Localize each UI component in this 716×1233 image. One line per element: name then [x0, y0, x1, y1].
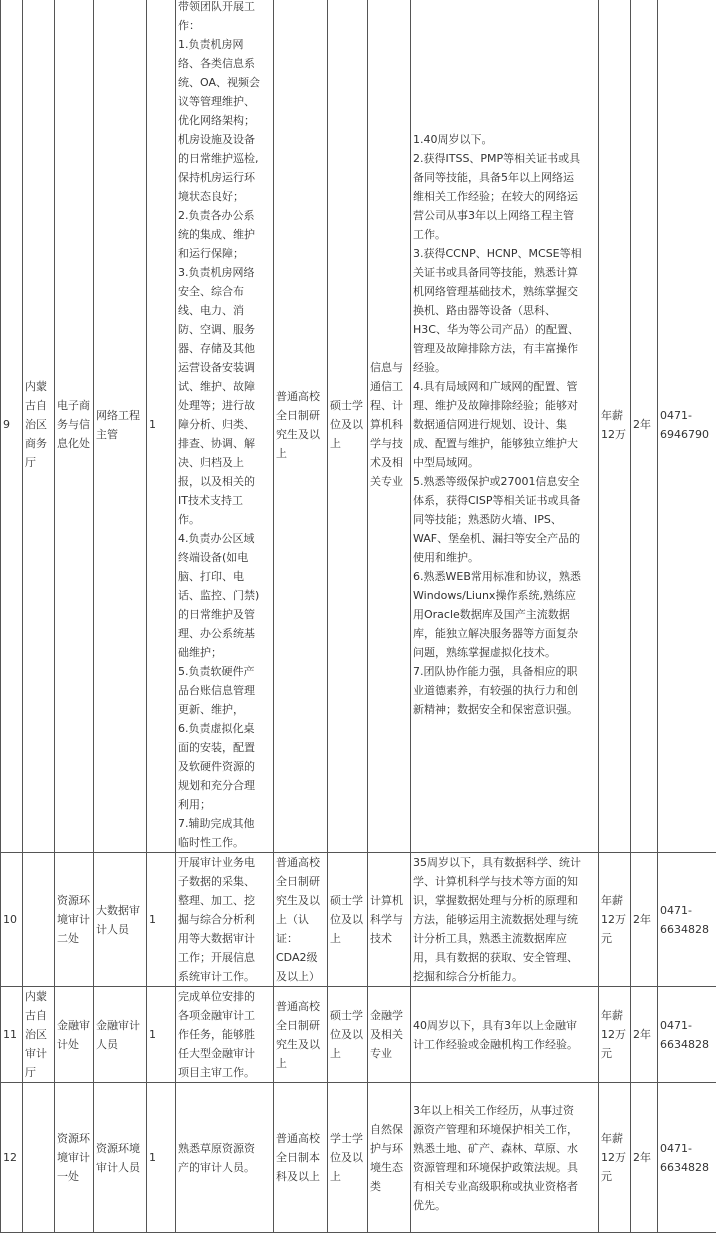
phone-cell	[658, 853, 716, 987]
degree-line: 上	[330, 1167, 365, 1186]
row-number: 9	[1, 0, 23, 853]
degree-line: 硕士学	[330, 891, 365, 910]
department-cell	[23, 1083, 55, 1233]
requirement-line: Windows/Liunx操作系统,熟练应	[413, 586, 596, 605]
requirement-line: 6.熟悉WEB常用标准和协议，熟悉	[413, 567, 596, 586]
duty-line: 机房设施及设备	[178, 130, 271, 149]
duties-cell	[176, 853, 274, 987]
duty-line: 品台账信息管理	[178, 681, 271, 700]
duty-line: 系统审计工作。	[178, 967, 271, 986]
duty-line: 3.负责机房网络	[178, 263, 271, 282]
education-cell	[274, 0, 328, 853]
duty-line: 处理等；进行故	[178, 396, 271, 415]
major-line: 科学与	[370, 910, 408, 929]
requirement-line: 工作。	[413, 225, 596, 244]
requirement-line: 资源管理和环境保护政策法规。具	[413, 1158, 596, 1177]
requirement-line: 5.熟悉等级保护或27001信息安全	[413, 472, 596, 491]
row-number: 12	[1, 1083, 23, 1233]
duty-line: 产的审计人员。	[178, 1158, 271, 1177]
requirement-line: 挖掘和综合分析能力。	[413, 967, 596, 986]
duty-line: 统的集成、维护	[178, 225, 271, 244]
requirement-line: 40周岁以下，具有3年以上金融审	[413, 1016, 596, 1035]
requirement-line: 4.具有局域网和广域网的配置、管	[413, 377, 596, 396]
salary-line: 年薪	[601, 891, 628, 910]
row-number: 11	[1, 987, 23, 1083]
department-line: 治区	[25, 415, 52, 434]
education-line: 上	[276, 444, 325, 463]
duty-line: 的日常维护巡检,	[178, 149, 271, 168]
requirement-line: 新精神；数据安全和保密意识强。	[413, 700, 596, 719]
duty-line: 用等大数据审计	[178, 929, 271, 948]
education-line: 究生及以	[276, 425, 325, 444]
major-line: 学与技	[370, 434, 408, 453]
degree-line: 硕士学	[330, 396, 365, 415]
salary-line: 12万	[601, 1148, 628, 1167]
duty-line: 线、电力、消	[178, 301, 271, 320]
division-line: 息化处	[57, 434, 91, 453]
duty-line: 障分析、归类、	[178, 415, 271, 434]
requirement-line: 理、维护及故障排除经验；能够对	[413, 396, 596, 415]
headcount-cell: 1	[147, 853, 176, 987]
education-line: 究生及以	[276, 891, 325, 910]
duty-line: 的日常维护及管	[178, 605, 271, 624]
term-cell: 2年	[631, 987, 658, 1083]
salary-line: 年薪	[601, 1006, 628, 1025]
requirement-line: 管理及故障排除方法，有丰富操作	[413, 339, 596, 358]
duty-line: 4.负责办公区域	[178, 529, 271, 548]
requirement-line: 使用和维护。	[413, 548, 596, 567]
salary-cell	[599, 987, 631, 1083]
position-cell	[94, 1083, 147, 1233]
phone-cell	[658, 987, 716, 1083]
headcount-cell: 1	[147, 0, 176, 853]
salary-line: 12万	[601, 425, 628, 444]
position-line: 金融审计	[96, 1016, 144, 1035]
duty-line: 掘与综合分析利	[178, 910, 271, 929]
major-line: 金融学	[370, 1006, 408, 1025]
phone-line: 6634828	[660, 1158, 714, 1177]
requirement-line: H3C、华为等公司产品）的配置、	[413, 320, 596, 339]
division-cell	[55, 987, 94, 1083]
duty-line: 试、维护、故障	[178, 377, 271, 396]
department-line: 古自	[25, 396, 52, 415]
education-line: 全日制研	[276, 406, 325, 425]
duty-line: 6.负责虚拟化桌	[178, 719, 271, 738]
education-cell	[274, 987, 328, 1083]
division-line: 二处	[57, 929, 91, 948]
degree-line: 上	[330, 929, 365, 948]
phone-line: 0471-	[660, 901, 714, 920]
degree-line: 位及以	[330, 1148, 365, 1167]
requirement-line: 问题，熟练掌握虚拟化技术。	[413, 643, 596, 662]
phone-line: 6634828	[660, 920, 714, 939]
education-line: 科及以上	[276, 1167, 325, 1186]
major-line: 程、计	[370, 396, 408, 415]
education-line: 及以上）	[276, 967, 325, 986]
duty-line: 更新、维护，	[178, 700, 271, 719]
table-row	[1, 0, 716, 853]
duty-line: 1.负责机房网	[178, 35, 271, 54]
department-line: 治区	[25, 1025, 52, 1044]
duty-line: 排查、协调、解	[178, 434, 271, 453]
degree-line: 上	[330, 1044, 365, 1063]
salary-cell	[599, 0, 631, 853]
requirement-line: 用Oracle数据库及国产主流数据	[413, 605, 596, 624]
requirement-line: WAF、堡垒机、漏扫等安全产品的	[413, 529, 596, 548]
requirement-line: 维相关工作经验；在较大的网络运	[413, 187, 596, 206]
division-line: 境审计	[57, 1148, 91, 1167]
requirements-cell	[411, 853, 599, 987]
major-line: 信息与	[370, 358, 408, 377]
requirement-line: 有相关专业高级职称或执业资格者	[413, 1177, 596, 1196]
major-line: 护与环	[370, 1139, 408, 1158]
education-cell	[274, 1083, 328, 1233]
education-line: 究生及以	[276, 1035, 325, 1054]
term-cell: 2年	[631, 1083, 658, 1233]
table-row	[1, 987, 716, 1083]
department-line: 商务	[25, 434, 52, 453]
education-line: 普通高校	[276, 853, 325, 872]
position-cell	[94, 987, 147, 1083]
phone-cell	[658, 1083, 716, 1233]
education-line: 上	[276, 1054, 325, 1073]
education-line: 上（认	[276, 910, 325, 929]
salary-line: 元	[601, 929, 628, 948]
duty-line: 境状态良好；	[178, 187, 271, 206]
requirement-line: 计分析工具，熟悉主流数据库应	[413, 929, 596, 948]
duty-line: 理、办公系统基	[178, 624, 271, 643]
duty-line: 终端设备(如电	[178, 548, 271, 567]
requirement-line: 源资产管理和环境保护相关工作，	[413, 1120, 596, 1139]
duty-line: 器、存储及其他	[178, 339, 271, 358]
education-cell	[274, 853, 328, 987]
division-line: 电子商	[57, 396, 91, 415]
major-cell	[368, 987, 411, 1083]
salary-cell	[599, 853, 631, 987]
phone-line: 0471-	[660, 1016, 714, 1035]
phone-line: 6946790	[660, 425, 714, 444]
major-line: 技术	[370, 929, 408, 948]
salary-cell	[599, 1083, 631, 1233]
major-line: 专业	[370, 1044, 408, 1063]
salary-line: 年薪	[601, 406, 628, 425]
duty-line: 工作；开展信息	[178, 948, 271, 967]
duty-line: 络、各类信息系	[178, 54, 271, 73]
major-line: 关专业	[370, 472, 408, 491]
duty-line: 开展审计业务电	[178, 853, 271, 872]
division-cell	[55, 853, 94, 987]
position-line: 主管	[96, 425, 144, 444]
duty-line: 利用；	[178, 795, 271, 814]
salary-line: 元	[601, 1044, 628, 1063]
duty-line: 整理、加工、挖	[178, 891, 271, 910]
major-line: 计算机	[370, 891, 408, 910]
requirements-cell	[411, 0, 599, 853]
position-line: 资源环境	[96, 1139, 144, 1158]
major-cell	[368, 853, 411, 987]
requirement-line: 方法，能够运用主流数据处理与统	[413, 910, 596, 929]
department-cell	[23, 853, 55, 987]
table-row	[1, 1083, 716, 1233]
degree-cell	[328, 853, 368, 987]
department-line: 厅	[25, 453, 52, 472]
degree-cell	[328, 1083, 368, 1233]
duty-line: 作：	[178, 16, 271, 35]
duties-cell	[176, 987, 274, 1083]
duties-cell	[176, 1083, 274, 1233]
degree-line: 位及以	[330, 1025, 365, 1044]
degree-line: 位及以	[330, 415, 365, 434]
position-line: 网络工程	[96, 406, 144, 425]
duty-line: 防、空调、服务	[178, 320, 271, 339]
requirement-line: 1.40周岁以下。	[413, 130, 596, 149]
duty-line: 面的安装，配置	[178, 738, 271, 757]
education-line: 普通高校	[276, 997, 325, 1016]
duty-line: 临时性工作。	[178, 833, 271, 852]
salary-line: 元	[601, 1167, 628, 1186]
division-cell	[55, 0, 94, 853]
department-line: 内蒙	[25, 987, 52, 1006]
education-line: 全日制研	[276, 872, 325, 891]
phone-cell	[658, 0, 716, 853]
major-line: 算机科	[370, 415, 408, 434]
duties-cell	[176, 0, 274, 853]
duty-line: 熟悉草原资源资	[178, 1139, 271, 1158]
requirement-line: 7.团队协作能力强，具备相应的职	[413, 662, 596, 681]
duty-line: 决、归档及上	[178, 453, 271, 472]
requirement-line: 用，具有数据的获取、安全管理、	[413, 948, 596, 967]
division-line: 资源环	[57, 891, 91, 910]
requirement-line: 业道德素养，有较强的执行力和创	[413, 681, 596, 700]
duty-line: 2.负责各办公系	[178, 206, 271, 225]
duty-line: 础维护；	[178, 643, 271, 662]
degree-cell	[328, 987, 368, 1083]
salary-line: 12万	[601, 1025, 628, 1044]
education-line: CDA2级	[276, 948, 325, 967]
salary-line: 12万	[601, 910, 628, 929]
phone-line: 0471-	[660, 406, 714, 425]
division-cell	[55, 1083, 94, 1233]
education-line: 全日制研	[276, 1016, 325, 1035]
duty-line: 任大型金融审计	[178, 1044, 271, 1063]
education-line: 全日制本	[276, 1148, 325, 1167]
position-line: 计人员	[96, 920, 144, 939]
requirement-line: 2.获得ITSS、PMP等相关证书或具	[413, 149, 596, 168]
requirements-cell	[411, 1083, 599, 1233]
major-line: 术及相	[370, 453, 408, 472]
requirement-line: 库，能独立解决服务器等方面复杂	[413, 624, 596, 643]
requirement-line: 优先。	[413, 1196, 596, 1215]
requirement-line: 营公司从事3年以上网络工程主管	[413, 206, 596, 225]
term-cell: 2年	[631, 853, 658, 987]
requirement-line: 熟悉土地、矿产、森林、草原、水	[413, 1139, 596, 1158]
education-line: 证：	[276, 929, 325, 948]
department-line: 厅	[25, 1063, 52, 1082]
duty-line: 带领团队开展工	[178, 0, 271, 16]
major-line: 自然保	[370, 1120, 408, 1139]
requirement-line: 3年以上相关工作经历，从事过资	[413, 1101, 596, 1120]
division-line: 资源环	[57, 1129, 91, 1148]
degree-line: 硕士学	[330, 1006, 365, 1025]
phone-line: 6634828	[660, 1035, 714, 1054]
division-line: 务与信	[57, 415, 91, 434]
department-line: 审计	[25, 1044, 52, 1063]
major-line: 及相关	[370, 1025, 408, 1044]
duty-line: 统、OA、视频会	[178, 73, 271, 92]
requirement-line: 备同等技能，具备5年以上网络运	[413, 168, 596, 187]
duty-line: 作。	[178, 510, 271, 529]
education-line: 普通高校	[276, 1129, 325, 1148]
major-cell	[368, 0, 411, 853]
degree-line: 学士学	[330, 1129, 365, 1148]
position-cell	[94, 853, 147, 987]
duty-line: 5.负责软硬件产	[178, 662, 271, 681]
department-line: 古自	[25, 1006, 52, 1025]
major-line: 类	[370, 1177, 408, 1196]
major-line: 通信工	[370, 377, 408, 396]
requirement-line: 计工作经验或金融机构工作经验。	[413, 1035, 596, 1054]
duty-line: 子数据的采集、	[178, 872, 271, 891]
position-line: 大数据审	[96, 901, 144, 920]
duty-line: 7.辅助完成其他	[178, 814, 271, 833]
position-line: 审计人员	[96, 1158, 144, 1177]
major-line: 境生态	[370, 1158, 408, 1177]
duty-line: 话、监控、门禁)	[178, 586, 271, 605]
degree-cell	[328, 0, 368, 853]
duty-line: 脑、打印、电	[178, 567, 271, 586]
division-line: 计处	[57, 1035, 91, 1054]
term-cell: 2年	[631, 0, 658, 853]
requirement-line: 机网络管理基础技术，熟练掌握交	[413, 282, 596, 301]
headcount-cell: 1	[147, 987, 176, 1083]
requirement-line: 经验。	[413, 358, 596, 377]
requirement-line: 中型局域网。	[413, 453, 596, 472]
requirement-line: 学、计算机科学与技术等方面的知	[413, 872, 596, 891]
duty-line: 及软硬件资源的	[178, 757, 271, 776]
division-line: 金融审	[57, 1016, 91, 1035]
requirement-line: 识，掌握数据处理与分析的原理和	[413, 891, 596, 910]
duty-line: 规划和充分合理	[178, 776, 271, 795]
duty-line: 和运行保障；	[178, 244, 271, 263]
requirement-line: 成、配置与维护，能够独立维护大	[413, 434, 596, 453]
requirement-line: 换机、路由器等设备（思科、	[413, 301, 596, 320]
row-number: 10	[1, 853, 23, 987]
duty-line: 报，以及相关的	[178, 472, 271, 491]
headcount-cell: 1	[147, 1083, 176, 1233]
duty-line: 项目主审工作。	[178, 1063, 271, 1082]
requirement-line: 3.获得CCNP、HCNP、MCSE等相	[413, 244, 596, 263]
department-cell	[23, 987, 55, 1083]
requirement-line: 同等技能；熟悉防火墙、IPS、	[413, 510, 596, 529]
duty-line: 作任务，能够胜	[178, 1025, 271, 1044]
department-cell	[23, 0, 55, 853]
duty-line: IT技术支持工	[178, 491, 271, 510]
department-line: 内蒙	[25, 377, 52, 396]
degree-line: 上	[330, 434, 365, 453]
duty-line: 保持机房运行环	[178, 168, 271, 187]
position-line: 人员	[96, 1035, 144, 1054]
duty-line: 议等管理维护、	[178, 92, 271, 111]
education-line: 普通高校	[276, 387, 325, 406]
duty-line: 运营设备安装调	[178, 358, 271, 377]
major-cell	[368, 1083, 411, 1233]
table-row	[1, 853, 716, 987]
degree-line: 位及以	[330, 910, 365, 929]
requirement-line: 数据通信网进行规划、设计、集	[413, 415, 596, 434]
requirement-line: 35周岁以下，具有数据科学、统计	[413, 853, 596, 872]
salary-line: 年薪	[601, 1129, 628, 1148]
duty-line: 各项金融审计工	[178, 1006, 271, 1025]
duty-line: 优化网络架构；	[178, 111, 271, 130]
duty-line: 安全、综合布	[178, 282, 271, 301]
division-line: 境审计	[57, 910, 91, 929]
division-line: 一处	[57, 1167, 91, 1186]
requirement-line: 关证书或具备同等技能，熟悉计算	[413, 263, 596, 282]
position-cell	[94, 0, 147, 853]
requirement-line: 体系，获得CISP等相关证书或具备	[413, 491, 596, 510]
phone-line: 0471-	[660, 1139, 714, 1158]
duty-line: 完成单位安排的	[178, 987, 271, 1006]
requirements-cell	[411, 987, 599, 1083]
